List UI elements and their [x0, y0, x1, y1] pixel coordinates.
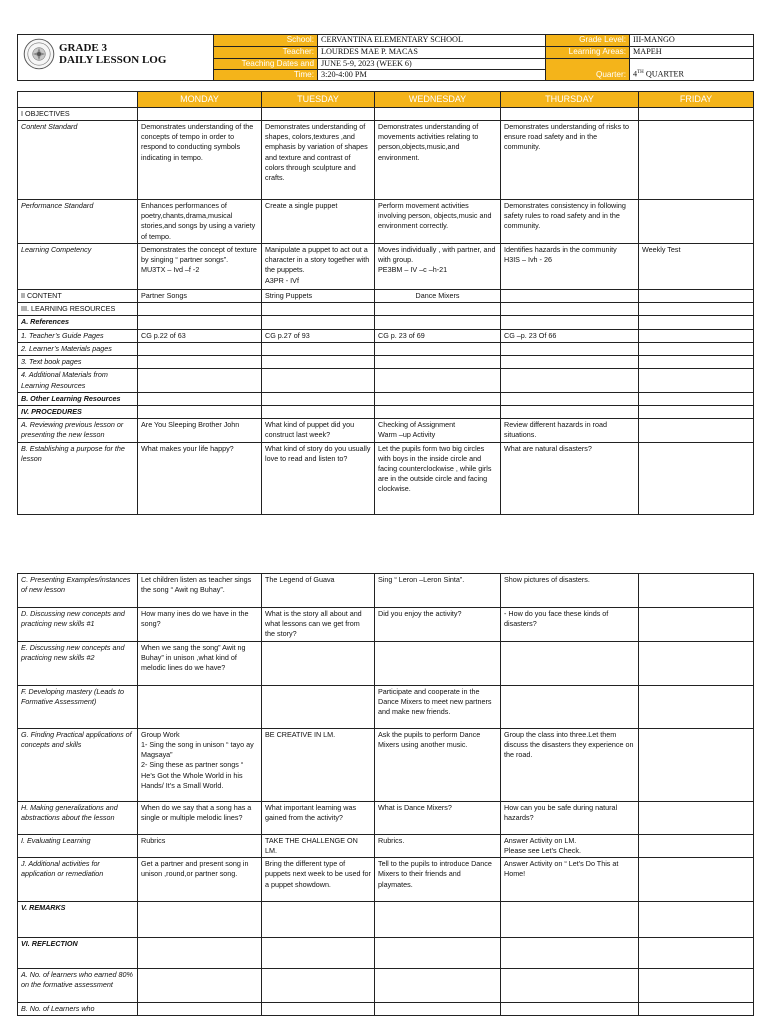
cell-monday: How many ines do we have in the song?	[138, 608, 262, 642]
cell-wednesday	[375, 405, 501, 418]
value-learning-area: MAPEH	[630, 47, 754, 59]
cell-thursday	[501, 316, 639, 329]
table-row	[18, 289, 754, 302]
cell-tuesday	[262, 969, 375, 1003]
cell-tuesday: What kind of puppet did you construct last week?	[262, 419, 375, 442]
row-label: B. Establishing a purpose for the lesson	[18, 442, 138, 514]
day-header-friday: FRIDAY	[639, 92, 754, 108]
cell-tuesday: Bring the different type of puppets next week to be used for a puppet showdown.	[262, 858, 375, 902]
cell-friday	[639, 303, 754, 316]
cell-thursday	[501, 392, 639, 405]
lesson-table-continued	[17, 573, 754, 1016]
table-row	[18, 369, 754, 392]
day-header-wednesday: WEDNESDAY	[375, 92, 501, 108]
header-section	[17, 34, 753, 81]
cell-friday	[639, 442, 754, 514]
cell-monday: Group Work 1- Sing the song in unison “ tayo ay Magsaya” 2- Sing these as partner songs “ He’s Got the Whole World in his Hands/ It’s a Small World.	[138, 728, 262, 801]
label-learning-area: Learning Areas:	[546, 47, 630, 59]
value-teacher: LOURDES MAE P. MACAS	[318, 47, 546, 59]
cell-tuesday	[262, 405, 375, 418]
value-dates: JUNE 5-9, 2023 (WEEK 6)	[318, 59, 546, 70]
table-row	[18, 858, 754, 902]
cell-friday	[639, 289, 754, 302]
table-row	[18, 316, 754, 329]
label-school: School:	[214, 35, 318, 47]
cell-tuesday	[262, 902, 375, 938]
cell-thursday	[501, 369, 639, 392]
table-row	[18, 728, 754, 801]
cell-friday	[639, 356, 754, 369]
cell-tuesday	[262, 107, 375, 120]
cell-thursday: Demonstrates understanding of risks to ensure road safety and in the community.	[501, 120, 639, 199]
cell-friday	[639, 938, 754, 969]
cell-thursday	[501, 641, 639, 685]
cell-thursday	[501, 405, 639, 418]
cell-monday: Get a partner and present song in unison ,round,or partner song.	[138, 858, 262, 902]
value-quarter: 4TH QUARTER	[630, 59, 754, 81]
cell-monday	[138, 685, 262, 728]
cell-friday	[639, 405, 754, 418]
cell-monday	[138, 316, 262, 329]
table-row	[18, 938, 754, 969]
table-row	[18, 574, 754, 608]
cell-wednesday	[375, 938, 501, 969]
cell-friday	[639, 369, 754, 392]
cell-tuesday	[262, 369, 375, 392]
cell-wednesday	[375, 303, 501, 316]
cell-thursday: Demonstrates consistency in following safety rules to road safety and in the community.	[501, 199, 639, 243]
table-row	[18, 442, 754, 514]
cell-tuesday	[262, 641, 375, 685]
table-row	[18, 243, 754, 289]
cell-friday	[639, 342, 754, 355]
cell-thursday	[501, 969, 639, 1003]
cell-thursday	[501, 342, 639, 355]
cell-wednesday	[375, 356, 501, 369]
row-label: IV. PROCEDURES	[18, 405, 138, 418]
cell-tuesday	[262, 392, 375, 405]
cell-friday	[639, 969, 754, 1003]
cell-friday	[639, 574, 754, 608]
cell-tuesday	[262, 342, 375, 355]
cell-tuesday	[262, 303, 375, 316]
row-label: H. Making generalizations and abstractions about the lesson	[18, 801, 138, 834]
cell-wednesday	[375, 902, 501, 938]
title-log: DAILY LESSON LOG	[59, 54, 167, 66]
cell-wednesday	[375, 107, 501, 120]
row-label: II CONTENT	[18, 289, 138, 302]
table-row	[18, 801, 754, 834]
row-label: D. Discussing new concepts and practicing new skills #1	[18, 608, 138, 642]
cell-monday: Demonstrates understanding of the concepts of tempo in order to respond to conducting symbols indicating in tempo.	[138, 120, 262, 199]
table-row	[18, 1003, 754, 1016]
cell-friday	[639, 107, 754, 120]
cell-wednesday	[375, 342, 501, 355]
row-label: 4. Additional Materials from Learning Resources	[18, 369, 138, 392]
cell-monday	[138, 369, 262, 392]
cell-monday: When we sang the song” Awit ng Buhay” in unison ,what kind of melodic lines do we have?	[138, 641, 262, 685]
table-row	[18, 303, 754, 316]
cell-monday: CG p.22 of 63	[138, 329, 262, 342]
cell-tuesday: What important learning was gained from the activity?	[262, 801, 375, 834]
cell-monday: When do we say that a song has a single or multiple melodic lines?	[138, 801, 262, 834]
cell-wednesday: CG p. 23 of 69	[375, 329, 501, 342]
table-row	[18, 329, 754, 342]
row-label: Learning Competency	[18, 243, 138, 289]
row-label: III. LEARNING RESOURCES	[18, 303, 138, 316]
row-label: B. Other Learning Resources	[18, 392, 138, 405]
cell-friday: Weekly Test	[639, 243, 754, 289]
table-row	[18, 120, 754, 199]
cell-thursday: How can you be safe during natural hazards?	[501, 801, 639, 834]
row-label: E. Discussing new concepts and practicing new skills #2	[18, 641, 138, 685]
cell-tuesday: Create a single puppet	[262, 199, 375, 243]
cell-wednesday: Ask the pupils to perform Dance Mixers using another music.	[375, 728, 501, 801]
cell-wednesday: What is Dance Mixers?	[375, 801, 501, 834]
cell-wednesday	[375, 369, 501, 392]
cell-thursday	[501, 685, 639, 728]
cell-monday: Let children listen as teacher sings the song “ Awit ng Buhay”.	[138, 574, 262, 608]
cell-thursday: What are natural disasters?	[501, 442, 639, 514]
cell-thursday	[501, 902, 639, 938]
title-grade: GRADE 3	[59, 42, 107, 54]
row-label: V. REMARKS	[18, 902, 138, 938]
label-time: Time:	[214, 70, 318, 81]
cell-thursday	[501, 1003, 639, 1016]
cell-thursday: Answer Activity on “ Let’s Do This at Home!	[501, 858, 639, 902]
cell-tuesday: TAKE THE CHALLENGE ON LM.	[262, 834, 375, 857]
row-label: I OBJECTIVES	[18, 107, 138, 120]
row-label: I. Evaluating Learning	[18, 834, 138, 857]
cell-tuesday: String Puppets	[262, 289, 375, 302]
table-row	[18, 969, 754, 1003]
cell-friday	[639, 858, 754, 902]
lesson-table	[17, 91, 754, 515]
cell-tuesday: What kind of story do you usually love to read and listen to?	[262, 442, 375, 514]
cell-tuesday	[262, 1003, 375, 1016]
row-label: F. Developing mastery (Leads to Formative Assessment)	[18, 685, 138, 728]
cell-friday	[639, 641, 754, 685]
table-row	[18, 107, 754, 120]
cell-friday	[639, 902, 754, 938]
label-grade-level: Grade Level:	[546, 35, 630, 47]
cell-wednesday: Demonstrates understanding of movements activities relating to person,objects,music,and environment.	[375, 120, 501, 199]
cell-wednesday	[375, 1003, 501, 1016]
cell-tuesday	[262, 356, 375, 369]
cell-monday: Are You Sleeping Brother John	[138, 419, 262, 442]
cell-tuesday: Demonstrates understanding of shapes, colors,textures ,and emphasis by variation of shapes and texture and contrast of colors through sculpture and crafts.	[262, 120, 375, 199]
row-label: 1. Teacher’s Guide Pages	[18, 329, 138, 342]
cell-monday	[138, 902, 262, 938]
cell-friday	[639, 608, 754, 642]
cell-wednesday: Sing “ Leron –Leron Sinta”.	[375, 574, 501, 608]
cell-monday	[138, 1003, 262, 1016]
cell-wednesday: Let the pupils form two big circles with boys in the inside circle and facing counterclockwise , while girls are in the outside circle and facing clockwise.	[375, 442, 501, 514]
cell-wednesday: Checking of Assignment Warm –up Activity	[375, 419, 501, 442]
table-row	[18, 405, 754, 418]
cell-tuesday: BE CREATIVE IN LM.	[262, 728, 375, 801]
cell-wednesday: Rubrics.	[375, 834, 501, 857]
cell-tuesday: CG p.27 of 93	[262, 329, 375, 342]
cell-monday: What makes your life happy?	[138, 442, 262, 514]
day-header-monday: MONDAY	[138, 92, 262, 108]
table-row	[18, 685, 754, 728]
cell-friday	[639, 120, 754, 199]
cell-monday	[138, 107, 262, 120]
cell-thursday	[501, 356, 639, 369]
value-school: CERVANTINA ELEMENTARY SCHOOL	[318, 35, 546, 47]
cell-friday	[639, 685, 754, 728]
cell-tuesday: Manipulate a puppet to act out a character in a story together with the puppets. A3PR - IVf	[262, 243, 375, 289]
table-row	[18, 641, 754, 685]
header-table	[17, 34, 754, 81]
cell-monday: Partner Songs	[138, 289, 262, 302]
cell-monday	[138, 969, 262, 1003]
table-row	[18, 419, 754, 442]
cell-friday	[639, 1003, 754, 1016]
cell-monday: Demonstrates the concept of texture by singing “ partner songs”. MU3TX – Ivd –f -2	[138, 243, 262, 289]
cell-thursday	[501, 303, 639, 316]
cell-monday	[138, 405, 262, 418]
cell-thursday: Group the class into three.Let them discuss the disasters they experience on the road.	[501, 728, 639, 801]
cell-monday	[138, 938, 262, 969]
day-header-thursday: THURSDAY	[501, 92, 639, 108]
cell-wednesday	[375, 316, 501, 329]
cell-thursday: Review different hazards in road situations.	[501, 419, 639, 442]
value-grade-level: III-MANGO	[630, 35, 754, 47]
row-label: VI. REFLECTION	[18, 938, 138, 969]
cell-monday: Enhances performances of poetry,chants,drama,musical stories,and songs by using a variety of tempo.	[138, 199, 262, 243]
cell-monday	[138, 356, 262, 369]
table-row	[18, 356, 754, 369]
cell-thursday: Show pictures of disasters.	[501, 574, 639, 608]
row-label: G. Finding Practical applications of concepts and skills	[18, 728, 138, 801]
label-quarter: Quarter:	[546, 59, 630, 81]
lesson-table-top	[17, 91, 753, 515]
cell-monday	[138, 392, 262, 405]
table-row	[18, 608, 754, 642]
cell-wednesday: Dance Mixers	[375, 289, 501, 302]
cell-friday	[639, 392, 754, 405]
cell-tuesday	[262, 316, 375, 329]
table-row	[18, 199, 754, 243]
cell-thursday: CG –p. 23 Of 66	[501, 329, 639, 342]
cell-tuesday: The Legend of Guava	[262, 574, 375, 608]
lesson-table-bottom	[17, 573, 753, 1016]
row-label: A. No. of learners who earned 80% on the formative assessment	[18, 969, 138, 1003]
cell-wednesday: Perform movement activities involving person, objects,music and environment correctly.	[375, 199, 501, 243]
table-row	[18, 392, 754, 405]
cell-thursday: Answer Activity on LM. Please see Let’s Check.	[501, 834, 639, 857]
cell-friday	[639, 834, 754, 857]
cell-wednesday: Participate and cooperate in the Dance Mixers to meet new partners and make new friends.	[375, 685, 501, 728]
table-row	[18, 834, 754, 857]
cell-tuesday	[262, 938, 375, 969]
row-label: Content Standard	[18, 120, 138, 199]
cell-thursday: Identifies hazards in the community H3IS – Ivh - 26	[501, 243, 639, 289]
table-row	[18, 902, 754, 938]
label-teacher: Teacher:	[214, 47, 318, 59]
table-row	[18, 342, 754, 355]
cell-friday	[639, 728, 754, 801]
cell-wednesday: Tell to the pupils to introduce Dance Mixers to their friends and playmates.	[375, 858, 501, 902]
cell-thursday	[501, 289, 639, 302]
cell-wednesday	[375, 969, 501, 1003]
cell-wednesday	[375, 392, 501, 405]
cell-monday: Rubrics	[138, 834, 262, 857]
cell-thursday	[501, 107, 639, 120]
deped-seal-icon	[23, 38, 55, 70]
cell-friday	[639, 419, 754, 442]
cell-wednesday: Moves individually , with partner, and with group. PE3BM – IV –c –h-21	[375, 243, 501, 289]
row-label: A. Reviewing previous lesson or presenting the new lesson	[18, 419, 138, 442]
cell-wednesday	[375, 641, 501, 685]
cell-thursday	[501, 938, 639, 969]
value-time: 3:20-4:00 PM	[318, 70, 546, 81]
row-label: C. Presenting Examples/instances of new lesson	[18, 574, 138, 608]
logo-cell	[18, 35, 214, 81]
row-label: Performance Standard	[18, 199, 138, 243]
cell-friday	[639, 316, 754, 329]
label-teaching-dates: Teaching Dates and	[214, 59, 318, 70]
cell-friday	[639, 329, 754, 342]
cell-friday	[639, 801, 754, 834]
cell-monday	[138, 303, 262, 316]
cell-thursday: - How do you face these kinds of disasters?	[501, 608, 639, 642]
cell-wednesday: Did you enjoy the activity?	[375, 608, 501, 642]
row-label: J. Additional activities for application or remediation	[18, 858, 138, 902]
row-label: 3. Text book pages	[18, 356, 138, 369]
day-header-tuesday: TUESDAY	[262, 92, 375, 108]
row-label: 2. Learner’s Materials pages	[18, 342, 138, 355]
cell-friday	[639, 199, 754, 243]
cell-monday	[138, 342, 262, 355]
cell-tuesday	[262, 685, 375, 728]
row-label: B. No. of Learners who	[18, 1003, 138, 1016]
row-label: A. References	[18, 316, 138, 329]
cell-tuesday: What is the story all about and what lessons can we get from the story?	[262, 608, 375, 642]
